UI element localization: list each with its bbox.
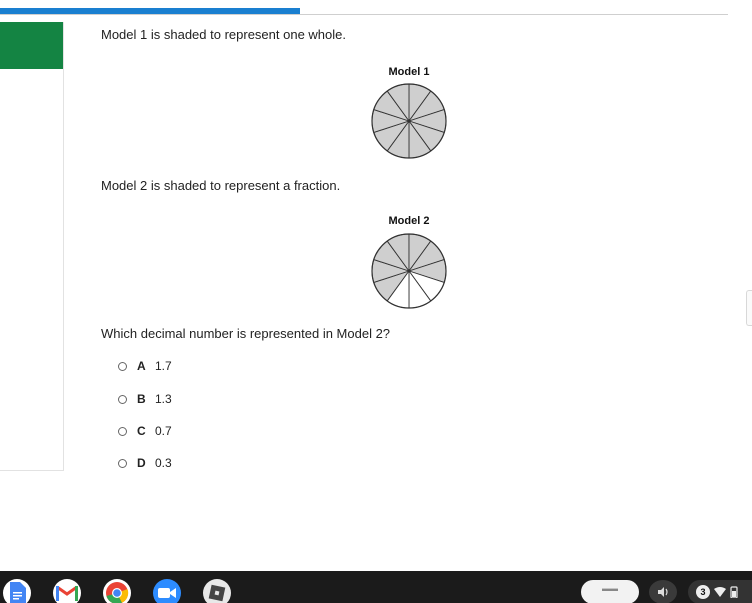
pill-glyph: ▬▬: [602, 584, 618, 593]
roblox-icon[interactable]: [203, 579, 231, 603]
model1-circle: [369, 81, 449, 161]
battery-icon: [730, 586, 738, 598]
model2-title: Model 2: [388, 215, 430, 227]
taskbar: [0, 571, 752, 603]
radio-button[interactable]: [118, 427, 127, 436]
model2-circle: [369, 231, 449, 311]
radio-button[interactable]: [118, 395, 127, 404]
model1-title: Model 1: [388, 66, 430, 78]
zoom-icon[interactable]: [153, 579, 181, 603]
choice-b[interactable]: [118, 391, 172, 407]
gmail-icon[interactable]: [53, 579, 81, 603]
notification-count: 3: [696, 585, 710, 599]
radio-button[interactable]: [118, 362, 127, 371]
chrome-icon[interactable]: [103, 579, 131, 603]
choice-d[interactable]: [118, 455, 172, 471]
item-tab[interactable]: [0, 22, 63, 69]
choice-value: 0.3: [155, 456, 172, 470]
choice-a[interactable]: [118, 358, 172, 374]
docs-icon[interactable]: [3, 579, 31, 603]
right-side-handle[interactable]: [746, 290, 752, 326]
radio-button[interactable]: [118, 459, 127, 468]
choice-letter: D: [137, 456, 146, 470]
left-panel: [0, 22, 64, 471]
choice-c[interactable]: [118, 423, 172, 439]
volume-icon[interactable]: [649, 580, 677, 603]
progress-bar: [0, 8, 300, 14]
choice-letter: B: [137, 392, 146, 406]
choice-value: 1.7: [155, 359, 172, 373]
status-area[interactable]: [688, 580, 752, 603]
question-stem: Which decimal number is represented in Model 2?: [101, 326, 391, 341]
choice-value: 1.3: [155, 392, 172, 406]
choice-value: 0.7: [155, 424, 172, 438]
progress-track: [0, 14, 728, 15]
model1-prompt: Model 1 is shaded to represent one whole.: [101, 27, 346, 42]
choice-letter: A: [137, 359, 146, 373]
model2-prompt: Model 2 is shaded to represent a fraction.: [101, 178, 341, 193]
wifi-icon: [714, 587, 726, 597]
system-tray-pill[interactable]: [581, 580, 639, 603]
choice-letter: C: [137, 424, 146, 438]
